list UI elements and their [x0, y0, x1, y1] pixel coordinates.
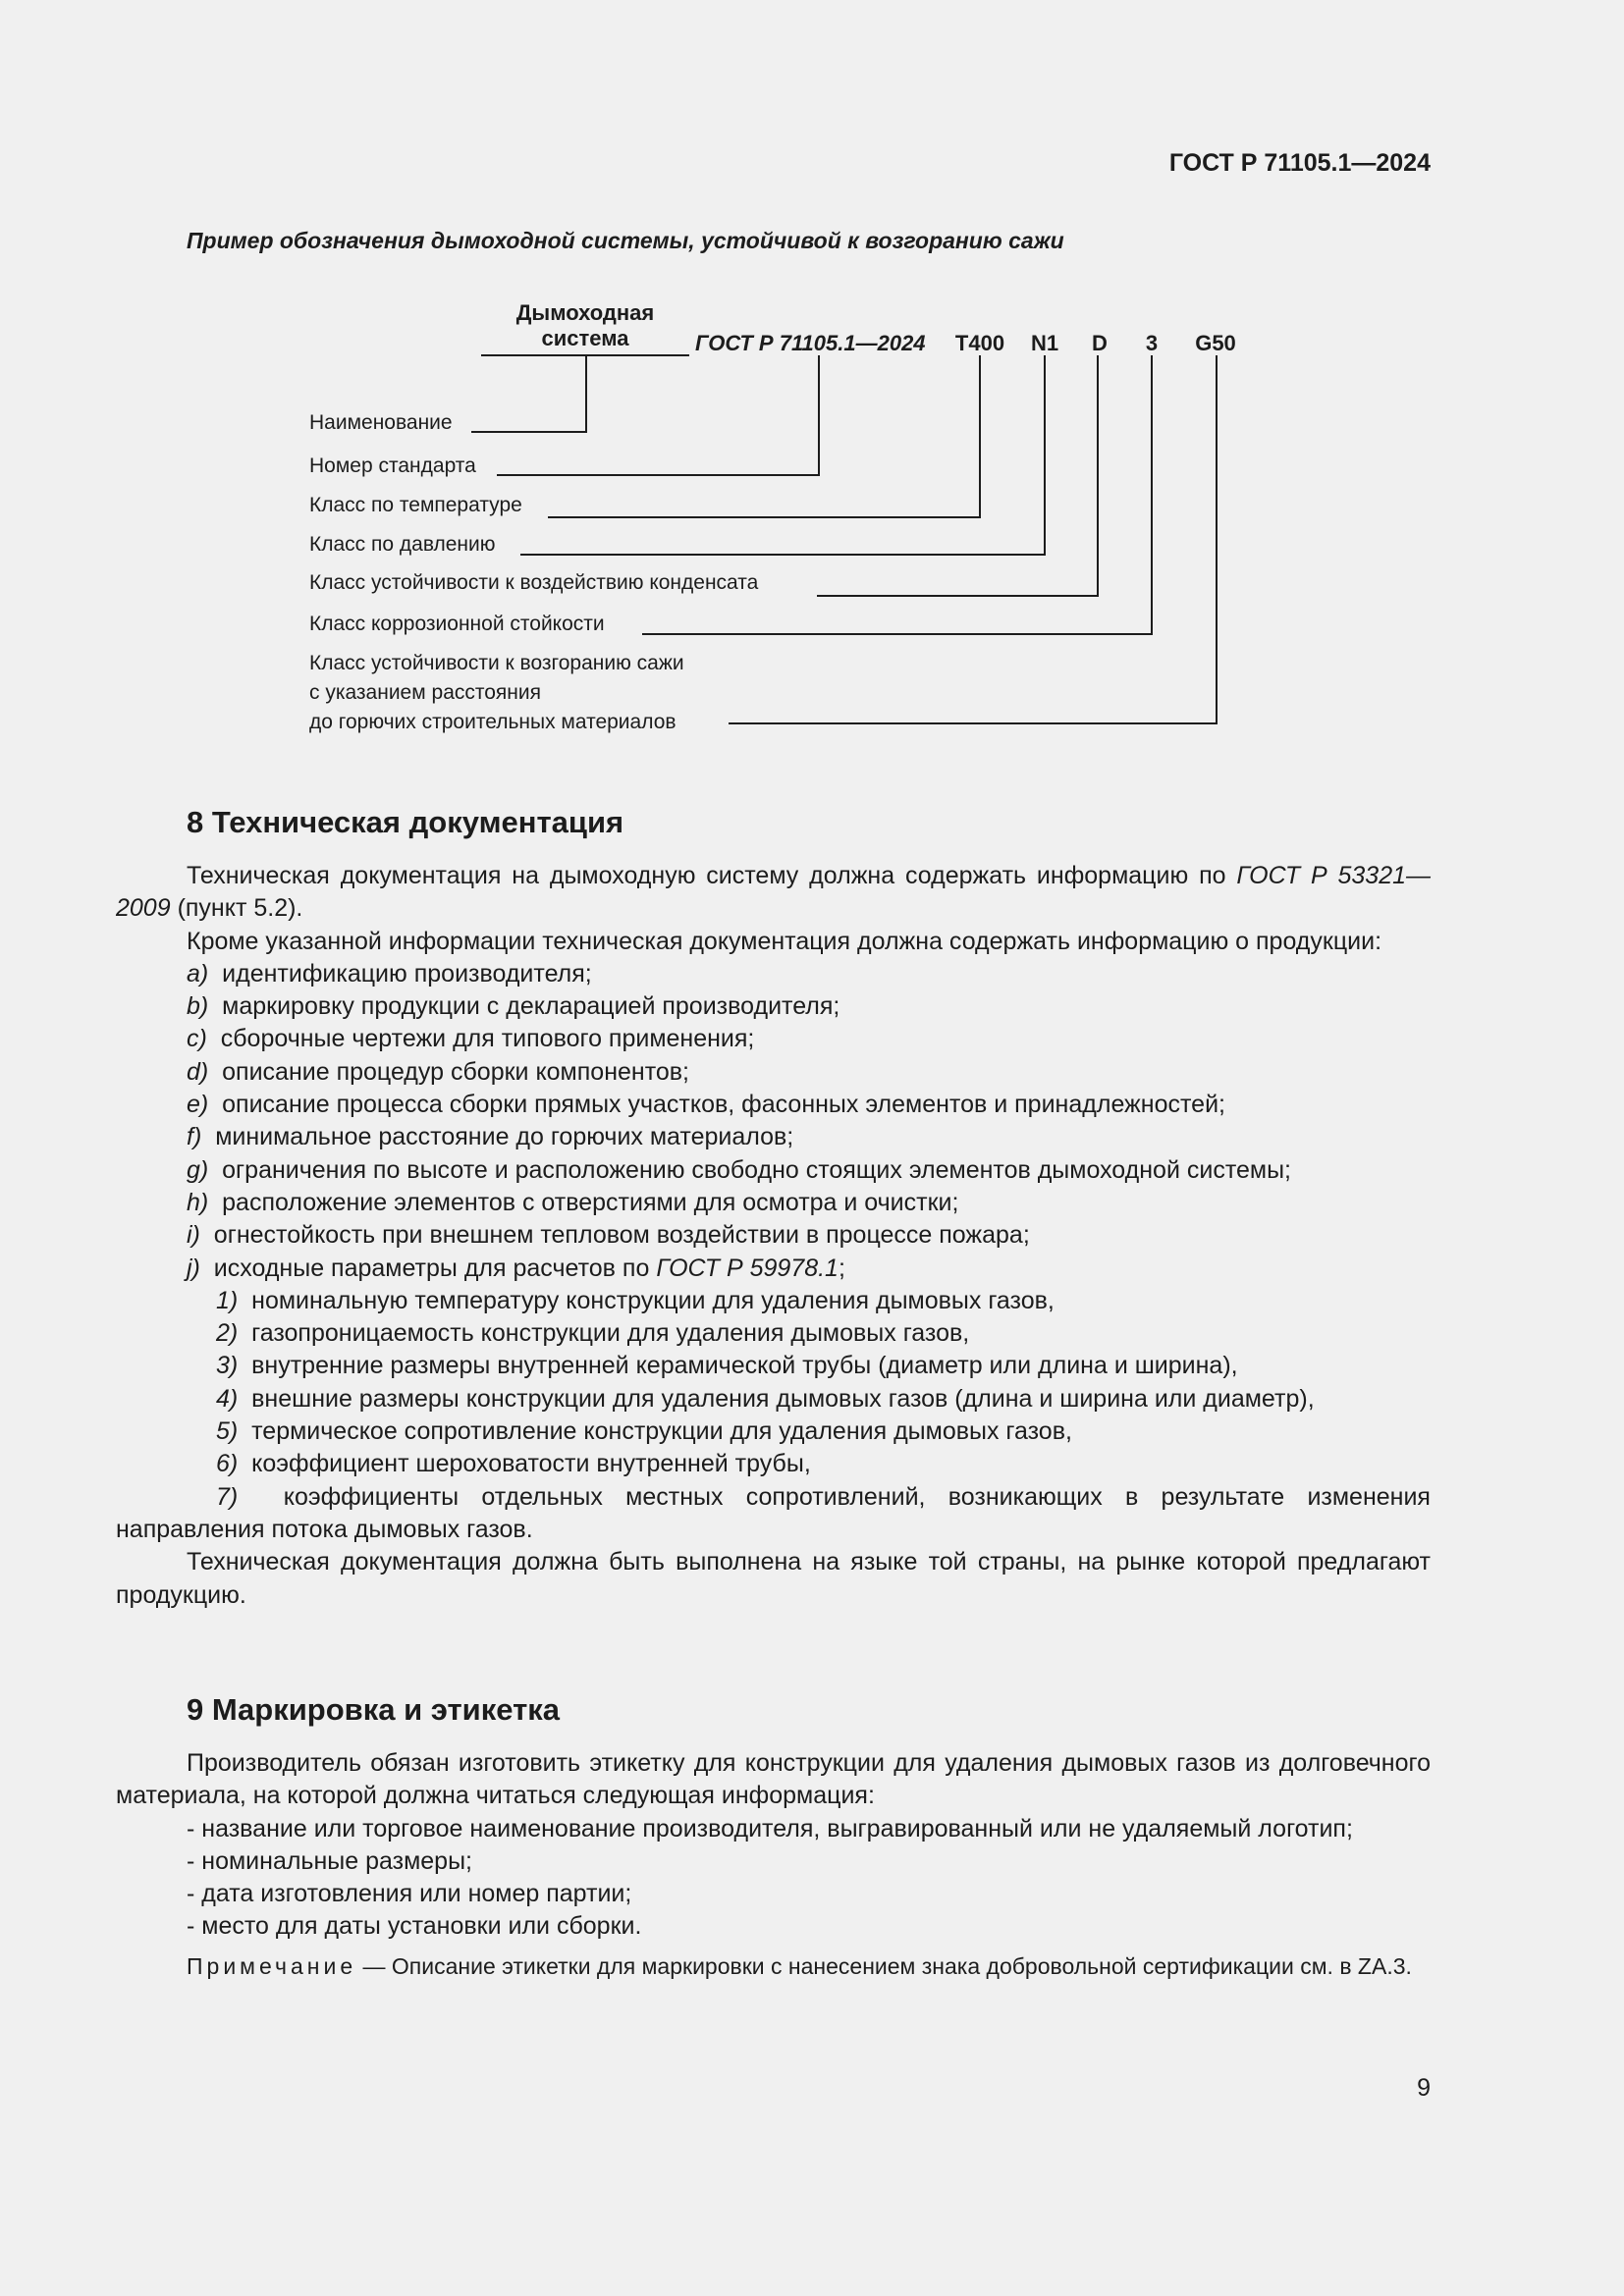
leader-pressure — [520, 355, 1045, 555]
diagram-name-line2: система — [541, 326, 629, 350]
sub-list-item — [116, 1481, 1431, 1547]
section-9-title: 9 Маркировка и этикетка — [187, 1692, 561, 1727]
item-text: ограничения по высоте и расположению свободно стоящих элементов дымоходной системы; — [222, 1155, 1292, 1184]
item-mark: h) — [187, 1188, 209, 1216]
list-item — [116, 1187, 1431, 1219]
leader-name — [471, 355, 586, 432]
label-temperature: Класс по температуре — [309, 494, 522, 516]
label-soot-line2: с указанием расстояния — [309, 681, 542, 704]
code-soot-fire: G50 — [1195, 331, 1236, 355]
leader-standard — [497, 355, 819, 475]
item-mark: f) — [187, 1123, 202, 1151]
list-item — [116, 1253, 1431, 1285]
note-text: — Описание этикетки для маркировки с нанесением знака добровольной сертификации см. в ZA.3. — [356, 1952, 1412, 1979]
label-soot-line1: Класс устойчивости к возгоранию сажи — [309, 652, 684, 674]
subitem-mark: 6) — [216, 1450, 239, 1478]
sub-list-item — [116, 1350, 1431, 1382]
p1-text-end: (пункт 5.2). — [170, 894, 303, 923]
subitem-text: внутренние размеры внутренней керамической трубы (диаметр или длина и ширина), — [251, 1352, 1238, 1380]
code-condensate: D — [1092, 331, 1108, 355]
leader-soot — [729, 355, 1217, 723]
subitem-mark: 7) — [216, 1482, 239, 1511]
label-corrosion: Класс коррозионной стойкости — [309, 613, 605, 635]
section-9-paragraph-1: Производитель обязан изготовить этикетку для конструкции для удаления дымовых газов из долговечного материала, на которой должна читаться следующая информация: — [116, 1749, 1431, 1810]
item-mark: a) — [187, 959, 209, 988]
item-text-end: ; — [838, 1254, 845, 1282]
p1-reference: ГОСТ Р 53321—2009 — [116, 862, 1431, 923]
section-8-paragraph-3: Техническая документация должна быть выполнена на языке той страны, на рынке которой предлагают продукцию. — [116, 1548, 1431, 1609]
item-mark: c) — [187, 1025, 207, 1053]
subitem-text: номинальную температуру конструкции для удаления дымовых газов, — [251, 1286, 1055, 1314]
item-text: минимальное расстояние до горючих материалов; — [215, 1123, 794, 1151]
list-item: - название или торговое наименование производителя, выгравированный или не удаляемый логотип; — [187, 1814, 1353, 1842]
section-9 — [116, 1690, 1431, 1982]
item-mark: i) — [187, 1221, 200, 1250]
sub-list-item — [116, 1317, 1431, 1350]
code-temperature: T400 — [954, 331, 1005, 355]
note — [116, 1951, 1431, 1982]
leader-temperature — [548, 355, 980, 517]
item-text: сборочные чертежи для типового применения; — [220, 1025, 755, 1053]
item-mark: d) — [187, 1057, 209, 1086]
label-condensate: Класс устойчивости к воздействию конденсата — [309, 571, 759, 594]
sub-list-item — [116, 1448, 1431, 1480]
subitem-text: коэффициенты отдельных местных сопротивлений, возникающих в результате изменения направления потока дымовых газов. — [116, 1482, 1431, 1543]
subitem-text: коэффициент шероховатости внутренней трубы, — [251, 1450, 811, 1478]
item-text: идентификацию производителя; — [222, 959, 592, 988]
section-8-paragraph-1 — [116, 860, 1431, 926]
list-item — [116, 1154, 1431, 1187]
code-corrosion: 3 — [1145, 331, 1159, 355]
code-pressure: N1 — [1030, 331, 1059, 355]
sub-list-item — [116, 1383, 1431, 1415]
label-name: Наименование — [309, 411, 453, 434]
subitem-text: термическое сопротивление конструкции для удаления дымовых газов, — [251, 1417, 1072, 1446]
p1-text: Техническая документация на дымоходную систему должна содержать информацию по — [187, 862, 1237, 889]
designation-diagram — [0, 285, 1624, 736]
item-text: описание процедур сборки компонентов; — [222, 1057, 690, 1086]
list-item — [116, 1121, 1431, 1153]
list-item — [116, 990, 1431, 1023]
list-item — [116, 1023, 1431, 1055]
list-item: - номинальные размеры; — [187, 1846, 472, 1875]
standard-header: ГОСТ Р 71105.1—2024 — [1168, 149, 1431, 177]
label-pressure: Класс по давлению — [309, 533, 496, 556]
subitem-mark: 4) — [216, 1384, 239, 1413]
list-item: - место для даты установки или сборки. — [187, 1912, 642, 1941]
code-standard: ГОСТ Р 71105.1—2024 — [695, 331, 926, 355]
example-title: Пример обозначения дымоходной системы, устойчивой к возгоранию сажи — [187, 228, 1064, 253]
section-8-title: 8 Техническая документация — [187, 805, 624, 839]
list-item: - дата изготовления или номер партии; — [187, 1880, 632, 1908]
list-item — [116, 1056, 1431, 1089]
item-text: исходные параметры для расчетов по — [213, 1254, 657, 1282]
list-item — [116, 958, 1431, 990]
page-number: 9 — [1417, 2074, 1431, 2102]
subitem-text: газопроницаемость конструкции для удаления дымовых газов, — [251, 1319, 970, 1348]
item-mark: b) — [187, 992, 209, 1021]
item-text: маркировку продукции с декларацией производителя; — [222, 992, 840, 1021]
list-item — [116, 1219, 1431, 1252]
label-soot-line3: до горючих строительных материалов — [309, 711, 677, 733]
subitem-mark: 3) — [216, 1352, 239, 1380]
subitem-mark: 1) — [216, 1286, 239, 1314]
sub-list-item — [116, 1285, 1431, 1317]
item-mark: g) — [187, 1155, 209, 1184]
list-item — [116, 1089, 1431, 1121]
sub-list-item — [116, 1415, 1431, 1448]
item-text: описание процесса сборки прямых участков, фасонных элементов и принадлежностей; — [222, 1091, 1225, 1119]
label-standard: Номер стандарта — [309, 454, 476, 477]
diagram-name-line1: Дымоходная — [515, 300, 655, 325]
item-reference: ГОСТ Р 59978.1 — [656, 1254, 839, 1282]
section-8-paragraph-2: Кроме указанной информации техническая документация должна содержать информацию о продукции: — [187, 927, 1382, 955]
item-mark: j) — [187, 1254, 200, 1282]
subitem-mark: 5) — [216, 1417, 239, 1446]
section-8 — [116, 803, 1431, 1612]
subitem-mark: 2) — [216, 1319, 239, 1348]
leader-condensate — [817, 355, 1098, 596]
item-text: расположение элементов с отверстиями для осмотра и очистки; — [222, 1188, 959, 1216]
item-text: огнестойкость при внешнем тепловом воздействии в процессе пожара; — [213, 1221, 1030, 1250]
note-label: Примечание — [187, 1952, 357, 1979]
subitem-text: внешние размеры конструкции для удаления дымовых газов (длина и ширина или диаметр), — [251, 1384, 1315, 1413]
item-mark: e) — [187, 1091, 209, 1119]
